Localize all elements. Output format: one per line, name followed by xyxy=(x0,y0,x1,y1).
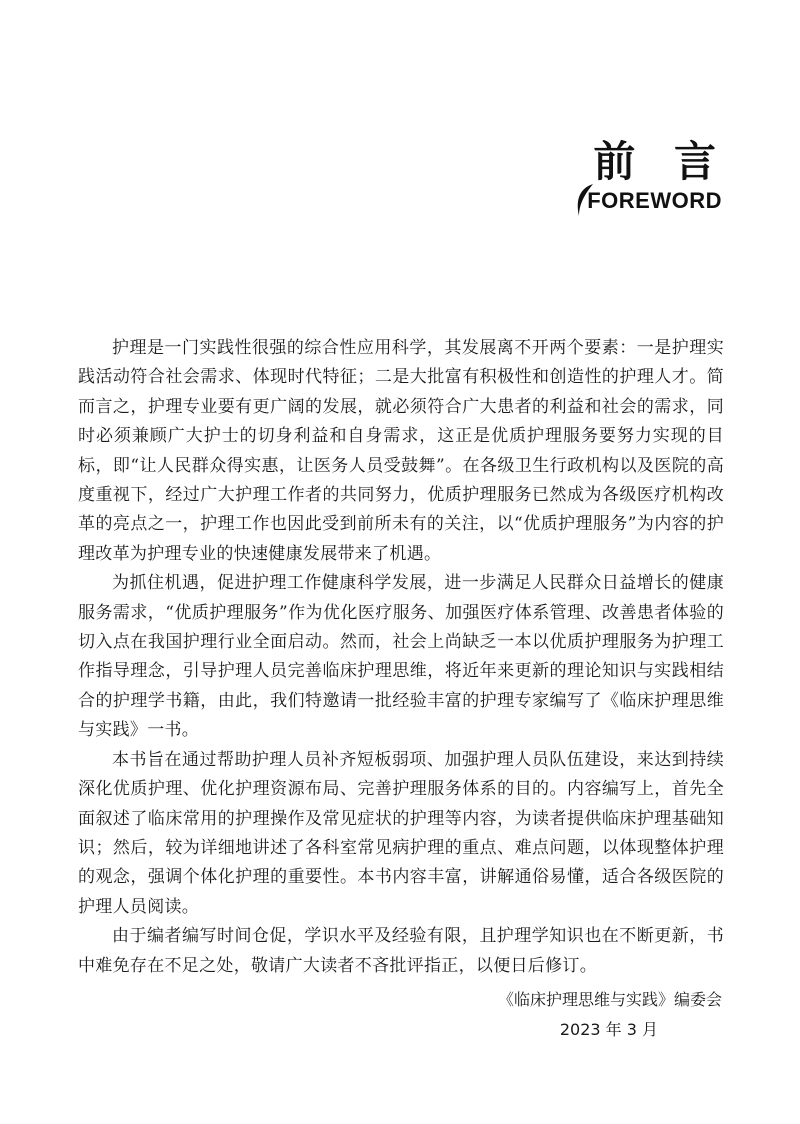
subtitle-row xyxy=(587,188,722,214)
paragraph: 为抓住机遇，促进护理工作健康科学发展，进一步满足人民群众日益增长的健康服务需求，“优质护理服务”作为优化医疗服务、加强医疗体系管理、改善患者体验的切入点在我国护理行业全面启动。然而，社会上尚缺乏一本以优质护理服务为护理工作指导理念，引导护理人员完善临床护理思维，将近年来更新的理论知识与实践相结合的护理学书籍，由此，我们特邀请一批经验丰富的护理专家编写了《临床护理思维与实践》一书。 xyxy=(78,573,724,741)
signature-date: 2023 年 3 月 xyxy=(559,1020,658,1039)
editorial-board: 《临床护理思维与实践》编委会 xyxy=(497,990,722,1009)
paragraph: 本书旨在通过帮助护理人员补齐短板弱项、加强护理人员队伍建设，来达到持续深化优质护理、优化护理资源布局、完善护理服务体系的目的。内容编写上，首先全面叙述了临床常用的护理操作及常见症状的护理等内容，为读者提供临床护理基础知识；然后，较为详细地讲述了各科室常见病护理的重点、难点问题，以体现整体护理的观念，强调个体化护理的重要性。本书内容丰富，讲解通俗易懂，适合各级医院的护理人员阅读。 xyxy=(78,749,724,917)
heading-block xyxy=(587,137,728,214)
signature-block xyxy=(498,985,722,1045)
page-title: 前 言 xyxy=(593,137,728,186)
paragraph: 由于编者编写时间仓促，学识水平及经验有限，且护理学知识也在不断更新，书中难免存在不足之处，敬请广大读者不吝批评指正，以便日后修订。 xyxy=(78,926,724,976)
page-subtitle: FOREWORD xyxy=(587,188,722,213)
swoosh-decoration-icon xyxy=(573,182,595,218)
paragraph: 护理是一门实践性很强的综合性应用科学，其发展离不开两个要素：一是护理实践活动符合社会需求、体现时代特征；二是大批富有积极性和创造性的护理人才。简而言之，护理专业要有更广阔的发展，就必须符合广大患者的利益和社会的需求，同时必须兼顾广大护士的切身利益和自身需求，这正是优质护理服务要努力实现的目标，即“让人民群众得实惠，让医务人员受鼓舞”。在各级卫生行政机构以及医院的高度重视下，经过广大护理工作者的共同努力，优质护理服务已然成为各级医疗机构改革的亮点之一，护理工作也因此受到前所未有的关注，以“优质护理服务”为内容的护理改革为护理专业的快速健康发展带来了机遇。 xyxy=(78,338,724,564)
foreword-body xyxy=(78,334,724,981)
